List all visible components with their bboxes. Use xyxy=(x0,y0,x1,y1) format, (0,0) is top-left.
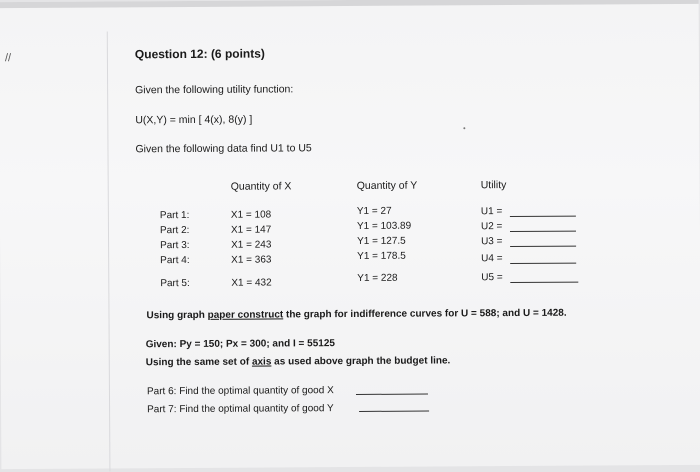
row3-y: Y1 = 127.5 xyxy=(357,235,406,247)
row5-u: U5 = xyxy=(481,272,503,284)
given-values: Given: Py = 150; Px = 300; and I = 55125 xyxy=(145,338,335,351)
graph-instruction xyxy=(146,308,566,322)
row1-x: X1 = 108 xyxy=(230,209,272,221)
row4-x: X1 = 363 xyxy=(231,254,272,266)
row2-part: Part 2: xyxy=(159,224,190,237)
header-quantity-x: Quantity of X xyxy=(230,180,292,193)
question-title: Question 12: (6 points) xyxy=(134,46,265,62)
row4-y: Y1 = 178.5 xyxy=(357,250,406,262)
row2-y: Y1 = 103.89 xyxy=(356,220,412,232)
data-intro-text: Given the following data find U1 to U5 xyxy=(135,142,312,156)
u2-answer-blank[interactable] xyxy=(510,231,576,232)
graph-paper-underlined: paper construct xyxy=(207,309,284,321)
part7-text: Part 7: Find the optimal quantity of good Y xyxy=(147,403,334,416)
row3-u: U3 = xyxy=(481,236,503,248)
graph-instruction-pre: Using graph xyxy=(146,309,208,322)
budget-line-pre: Using the same set of xyxy=(145,356,252,369)
row2-u: U2 = xyxy=(480,221,503,233)
u5-answer-blank[interactable] xyxy=(510,282,578,283)
row3-part: Part 3: xyxy=(160,239,190,252)
part6-text: Part 6: Find the optimal quantity of good X xyxy=(146,385,334,398)
row5-y: Y1 = 228 xyxy=(357,272,398,284)
row4-part: Part 4: xyxy=(160,254,190,267)
u1-answer-blank[interactable] xyxy=(510,216,576,217)
row3-x: X1 = 243 xyxy=(231,239,272,251)
header-utility: Utility xyxy=(480,179,507,192)
row5-part: Part 5: xyxy=(160,277,190,290)
row4-u: U4 = xyxy=(481,253,503,265)
part6-answer-blank[interactable] xyxy=(356,394,428,395)
row1-part: Part 1: xyxy=(159,209,190,222)
utility-function: U(X,Y) = min [ 4(x), 8(y) ] xyxy=(135,113,253,127)
axis-underlined: axis xyxy=(251,356,272,368)
budget-line-instruction xyxy=(146,355,451,368)
row1-y: Y1 = 27 xyxy=(356,205,392,217)
row5-x: X1 = 432 xyxy=(231,277,272,289)
margin-mark: // xyxy=(4,52,12,65)
row2-x: X1 = 147 xyxy=(230,224,272,236)
u3-answer-blank[interactable] xyxy=(510,246,576,247)
part7-answer-blank[interactable] xyxy=(359,411,429,412)
intro-text: Given the following utility function: xyxy=(135,83,294,97)
margin-line xyxy=(107,31,111,471)
page-top-edge xyxy=(0,0,699,8)
stray-dot xyxy=(463,127,465,129)
u4-answer-blank[interactable] xyxy=(510,263,576,264)
graph-instruction-post: the graph for indifference curves for U = 588; and U = 1428. xyxy=(283,307,567,321)
header-quantity-y: Quantity of Y xyxy=(356,179,418,192)
budget-line-post: as used above graph the budget line. xyxy=(271,355,451,368)
row1-u: U1 = xyxy=(480,206,503,218)
